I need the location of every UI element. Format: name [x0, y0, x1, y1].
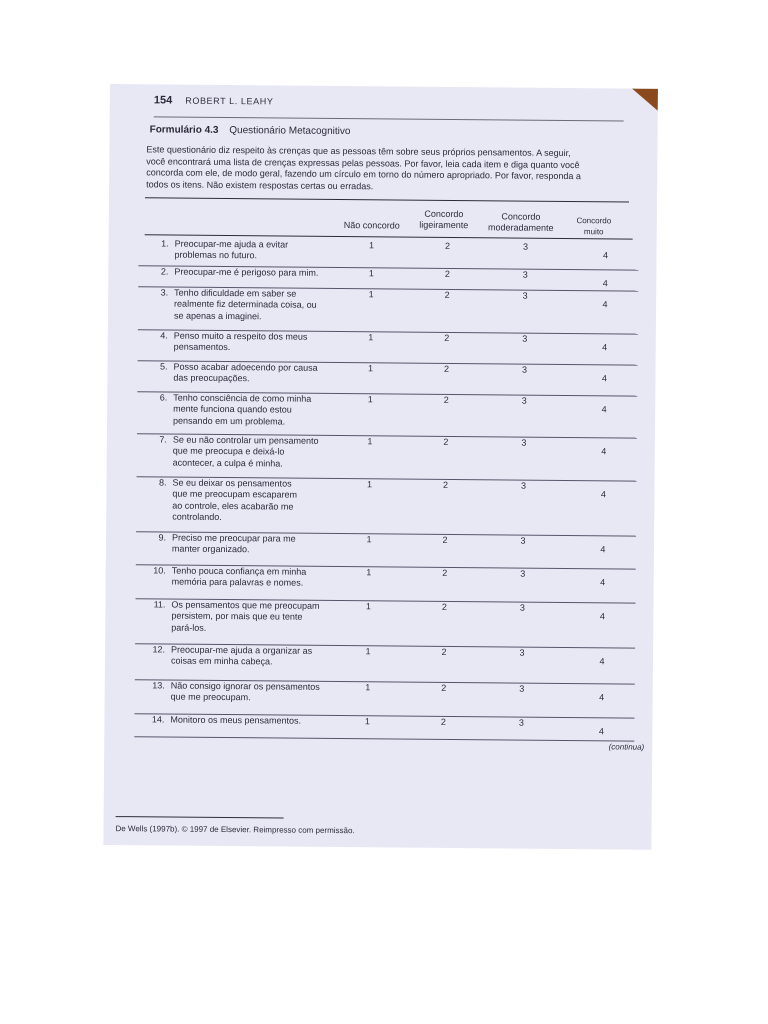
- item-text-line: Tenho pouca confiança em minha: [171, 565, 307, 577]
- rating-option-4[interactable]: 4: [602, 250, 609, 261]
- item-text-line: Preocupar-me ajuda a evitar: [174, 238, 289, 250]
- column-header-line: Concordo: [424, 208, 464, 220]
- item-text: [173, 435, 333, 471]
- rating-option-3[interactable]: 3: [523, 241, 529, 252]
- item-text-line: Não consigo ignorar os pensamentos: [170, 680, 320, 692]
- column-header-line: Não concordo: [343, 220, 400, 231]
- rating-option-3[interactable]: 3: [521, 395, 527, 406]
- rating-option-2[interactable]: 2: [442, 479, 449, 490]
- item-text-line: realmente fiz determinada coisa, ou: [174, 298, 317, 311]
- rating-option-4[interactable]: 4: [601, 373, 607, 384]
- rating-option-4[interactable]: 4: [601, 446, 607, 457]
- rating-option-4[interactable]: 4: [600, 489, 606, 500]
- rating-option-2[interactable]: 2: [441, 646, 447, 657]
- item-text: [171, 600, 331, 636]
- rating-option-1[interactable]: 1: [366, 479, 373, 490]
- item-text: [172, 566, 332, 590]
- item-number: 7.: [159, 434, 167, 445]
- footnote-rule: [116, 816, 284, 818]
- rating-option-4[interactable]: 4: [601, 404, 607, 415]
- rating-option-2[interactable]: 2: [443, 436, 449, 447]
- column-header-line: moderadamente: [487, 221, 554, 233]
- rating-option-3[interactable]: 3: [518, 717, 524, 728]
- rating-option-3[interactable]: 3: [520, 568, 526, 579]
- item-number: 9.: [158, 532, 167, 543]
- form-title: Questionário Metacognitivo: [229, 125, 351, 138]
- table-top-rule: [145, 197, 629, 202]
- item-text-line: acontecer, a culpa é minha.: [172, 457, 283, 469]
- rating-option-1[interactable]: 1: [365, 646, 371, 657]
- item-text-line: Tenho consciência de como minha: [173, 392, 312, 404]
- rating-option-2[interactable]: 2: [442, 567, 448, 578]
- table-row: [138, 287, 638, 334]
- rating-option-2[interactable]: 2: [445, 240, 451, 251]
- rating-option-2[interactable]: 2: [440, 716, 446, 727]
- table-row: [137, 392, 637, 438]
- item-text-line: Monitoro os meus pensamentos.: [170, 714, 302, 726]
- rating-option-2[interactable]: 2: [443, 394, 449, 405]
- rating-option-4[interactable]: 4: [602, 278, 608, 289]
- rating-option-4[interactable]: 4: [600, 577, 606, 588]
- rating-option-1[interactable]: 1: [366, 534, 372, 545]
- rating-option-1[interactable]: 1: [366, 567, 372, 578]
- item-text-line: controlando.: [172, 511, 222, 523]
- rating-option-3[interactable]: 3: [519, 683, 525, 694]
- item-number: 8.: [158, 477, 167, 488]
- item-text-line: mente funciona quando estou: [173, 403, 292, 416]
- rating-option-3[interactable]: 3: [522, 333, 528, 344]
- rating-option-3[interactable]: 3: [522, 269, 528, 280]
- item-text-line: coisas em minha cabeça.: [170, 655, 273, 667]
- table-row: [136, 565, 636, 603]
- item-text-line: pensamentos.: [173, 341, 231, 353]
- rating-option-2[interactable]: 2: [441, 601, 447, 612]
- column-header-concordo-muito: [569, 216, 619, 237]
- rating-option-4[interactable]: 4: [600, 544, 606, 555]
- item-number: 11.: [153, 599, 166, 610]
- item-number: 5.: [159, 361, 168, 372]
- rating-option-1[interactable]: 1: [367, 363, 374, 374]
- item-text-line: Tenho dificuldade em saber se: [174, 287, 297, 299]
- table-row: [135, 644, 635, 684]
- rating-option-3[interactable]: 3: [521, 364, 528, 375]
- table-row: [135, 680, 635, 718]
- rating-option-3[interactable]: 3: [521, 437, 527, 448]
- rating-option-1[interactable]: 1: [365, 682, 371, 693]
- table-row: [138, 330, 638, 365]
- column-header-line: Concordo: [576, 216, 612, 226]
- item-number: 4.: [160, 330, 168, 341]
- rating-option-4[interactable]: 4: [599, 611, 605, 622]
- item-text-line: Preciso me preocupar para me: [172, 532, 296, 544]
- item-text: [173, 393, 333, 429]
- table-row: [137, 434, 637, 481]
- running-header: [154, 94, 624, 121]
- rating-option-4[interactable]: 4: [598, 726, 604, 737]
- instructions-line: você encontrará uma lista de crenças expressas pelas pessoas. Por favor, leia cada item e diga quanto você: [146, 155, 580, 170]
- column-header-line: ligeiramente: [419, 219, 469, 230]
- item-text-line: se apenas a imaginei.: [173, 310, 262, 322]
- item-text-line: Posso acabar adoecendo por causa: [173, 361, 318, 373]
- item-text-line: persistem, por mais que eu tente: [171, 610, 303, 623]
- item-text-line: pará-los.: [171, 622, 207, 633]
- rating-option-2[interactable]: 2: [444, 332, 450, 343]
- item-text: [172, 478, 332, 525]
- rating-option-2[interactable]: 2: [444, 289, 450, 300]
- rating-option-3[interactable]: 3: [520, 535, 526, 546]
- rating-option-4[interactable]: 4: [599, 656, 605, 667]
- item-text-line: que me preocupam escaparem: [172, 488, 298, 501]
- item-text-line: Os pensamentos que me preocupam: [171, 599, 320, 611]
- table-row: [138, 238, 638, 270]
- rating-option-1[interactable]: 1: [368, 289, 374, 300]
- rating-option-3[interactable]: 3: [520, 480, 527, 491]
- author-name: ROBERT L. LEAHY: [185, 95, 274, 107]
- item-number: 6.: [159, 392, 168, 403]
- item-text-line: Penso muito a respeito dos meus: [173, 330, 308, 342]
- item-text: [174, 239, 334, 263]
- column-header-concordo-ligeiramente: [409, 209, 479, 231]
- item-number: 3.: [160, 287, 169, 298]
- instructions: [146, 144, 636, 195]
- rating-option-4[interactable]: 4: [599, 692, 605, 703]
- rating-option-4[interactable]: 4: [602, 299, 608, 310]
- item-text-line: que me preocupam.: [170, 691, 251, 703]
- item-number: 14.: [151, 714, 165, 725]
- table-row: [137, 361, 637, 396]
- rating-option-1[interactable]: 1: [365, 601, 371, 612]
- page-corner: [632, 89, 658, 111]
- instructions-line: concorda com ele, de modo geral, fazendo um círculo em torno do número apropriado. Por favor, responda a: [146, 167, 582, 182]
- item-text-line: das preocupações.: [173, 372, 250, 384]
- form-heading: [150, 124, 351, 137]
- item-text: [173, 362, 333, 386]
- item-text-line: pensando em um problema.: [173, 415, 286, 427]
- table-row: [134, 714, 634, 741]
- rating-option-3[interactable]: 3: [522, 290, 528, 301]
- rating-option-1[interactable]: 1: [368, 332, 374, 343]
- item-text: [174, 331, 334, 355]
- item-text-line: que me preocupa e deixá-lo: [172, 445, 285, 457]
- rating-option-3[interactable]: 3: [519, 602, 525, 613]
- item-text: [174, 267, 334, 280]
- form-label: Formulário 4.3: [149, 124, 219, 136]
- instructions-line: todos os itens. Não existem respostas certas ou erradas.: [146, 179, 374, 192]
- rating-option-2[interactable]: 2: [441, 682, 447, 693]
- page-number: 154: [153, 94, 173, 107]
- rating-option-1[interactable]: 1: [368, 268, 374, 279]
- rating-option-1[interactable]: 1: [364, 716, 370, 727]
- item-text-line: problemas no futuro.: [174, 249, 258, 261]
- item-text-line: ao controle, eles acabarão me: [172, 500, 294, 512]
- instructions-line: Este questionário diz respeito às crenças que as pessoas têm sobre seus próprios pensamentos. A seguir,: [146, 144, 571, 159]
- item-number: 10.: [153, 565, 166, 576]
- rating-option-3[interactable]: 3: [519, 647, 525, 658]
- item-number: 1.: [161, 238, 169, 249]
- item-text-line: Preocupar-me é perigoso para mim.: [174, 266, 319, 278]
- item-text-line: manter organizado.: [171, 543, 250, 555]
- column-header-concordo-moderadamente: [479, 211, 563, 233]
- rating-option-2[interactable]: 2: [443, 363, 450, 374]
- item-text-line: memória para palavras e nomes.: [171, 576, 304, 589]
- column-header-line: muito: [583, 226, 604, 236]
- continues-note: (continua): [608, 742, 645, 752]
- rating-option-1[interactable]: 1: [367, 394, 373, 405]
- item-text: [171, 645, 331, 669]
- footnote: De Wells (1997b). © 1997 de Elsevier. Reimpresso com permissão.: [115, 824, 355, 836]
- item-text-line: Preocupar-me ajuda a organizar as: [171, 644, 313, 656]
- item-number: 13.: [152, 680, 165, 691]
- item-text: [174, 288, 334, 324]
- item-text-line: Se eu não controlar um pensamento: [172, 434, 319, 446]
- rating-option-4[interactable]: 4: [602, 342, 608, 353]
- rating-option-2[interactable]: 2: [444, 268, 450, 279]
- item-number: 12.: [152, 644, 166, 655]
- item-text: [172, 533, 332, 557]
- item-text: [171, 681, 331, 705]
- table-row: [136, 477, 636, 536]
- item-text: [170, 715, 330, 728]
- rating-option-1[interactable]: 1: [367, 436, 373, 447]
- item-text-line: Se eu deixar os pensamentos: [172, 477, 292, 489]
- table-row: [136, 532, 636, 569]
- table-row: [135, 599, 635, 648]
- column-header-line: Concordo: [501, 211, 541, 222]
- item-number: 2.: [160, 266, 169, 277]
- rating-option-2[interactable]: 2: [442, 534, 448, 545]
- column-header-nao-concordo: [337, 220, 407, 231]
- book-page: [103, 84, 658, 850]
- rating-option-1[interactable]: 1: [369, 240, 375, 251]
